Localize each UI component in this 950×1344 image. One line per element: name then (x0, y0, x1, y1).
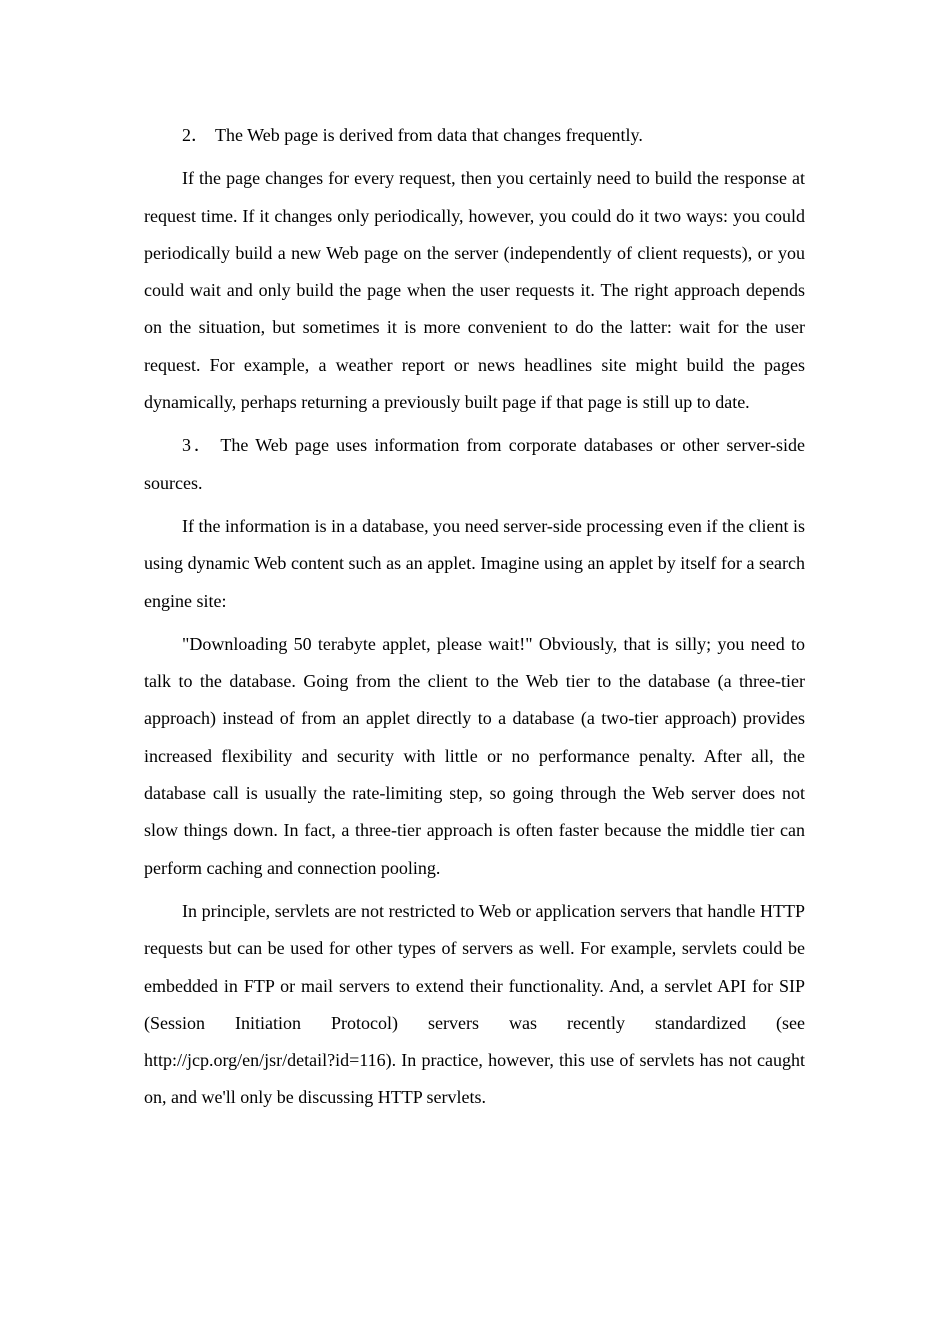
paragraph-database-info: If the information is in a database, you need server-side processing even if the client is using dynamic Web content such as an applet. Imagine using an applet by itself for a search engine site: (144, 515, 805, 611)
item-text: The Web page uses information from corporate databases or other server-side sources. (144, 435, 805, 493)
paragraph-servlets-principle: In principle, servlets are not restricted to Web or application servers that handle HTTP requests but can be used for other types of servers as well. For example, servlets could be embedded in FTP or mail servers to extend their functionality. And, a servlet API for SIP (Session Initiation Protocol) servers was recently standardized (see http://jcp.org/en/jsr/detail?id=116). In practice, however, this use of servlets has not caught on, and we'll only be discussing HTTP servlets. (144, 900, 805, 1108)
item-text: The Web page is derived from data that changes frequently. (215, 125, 643, 145)
item-number: 2． (182, 125, 209, 145)
paragraph-page-changes: If the page changes for every request, then you certainly need to build the response at request time. If it changes only periodically, however, you could do it two ways: you could periodically build a new Web page on the server (independently of client requests), or you could wait and only build the page when the user requests it. The right approach depends on the situation, but sometimes it is more convenient to do the latter: wait for the user request. For example, a weather report or news headlines site might build the pages dynamically, perhaps returning a previously built page if that page is still up to date. (144, 168, 805, 413)
document-page (144, 117, 805, 1123)
numbered-item-2 (144, 117, 805, 154)
item-number: 3． (182, 435, 215, 456)
numbered-item-3 (144, 427, 805, 502)
paragraph-three-tier: "Downloading 50 terabyte applet, please wait!" Obviously, that is silly; you need to talk to the database. Going from the client to the Web tier to the database (a three-tier approach) instead of from an applet directly to a database (a two-tier approach) provides increased flexibility and security with little or no performance penalty. After all, the database call is usually the rate-limiting step, so going through the Web server does not slow things down. In fact, a three-tier approach is often faster because the middle tier can perform caching and connection pooling. (144, 633, 805, 878)
